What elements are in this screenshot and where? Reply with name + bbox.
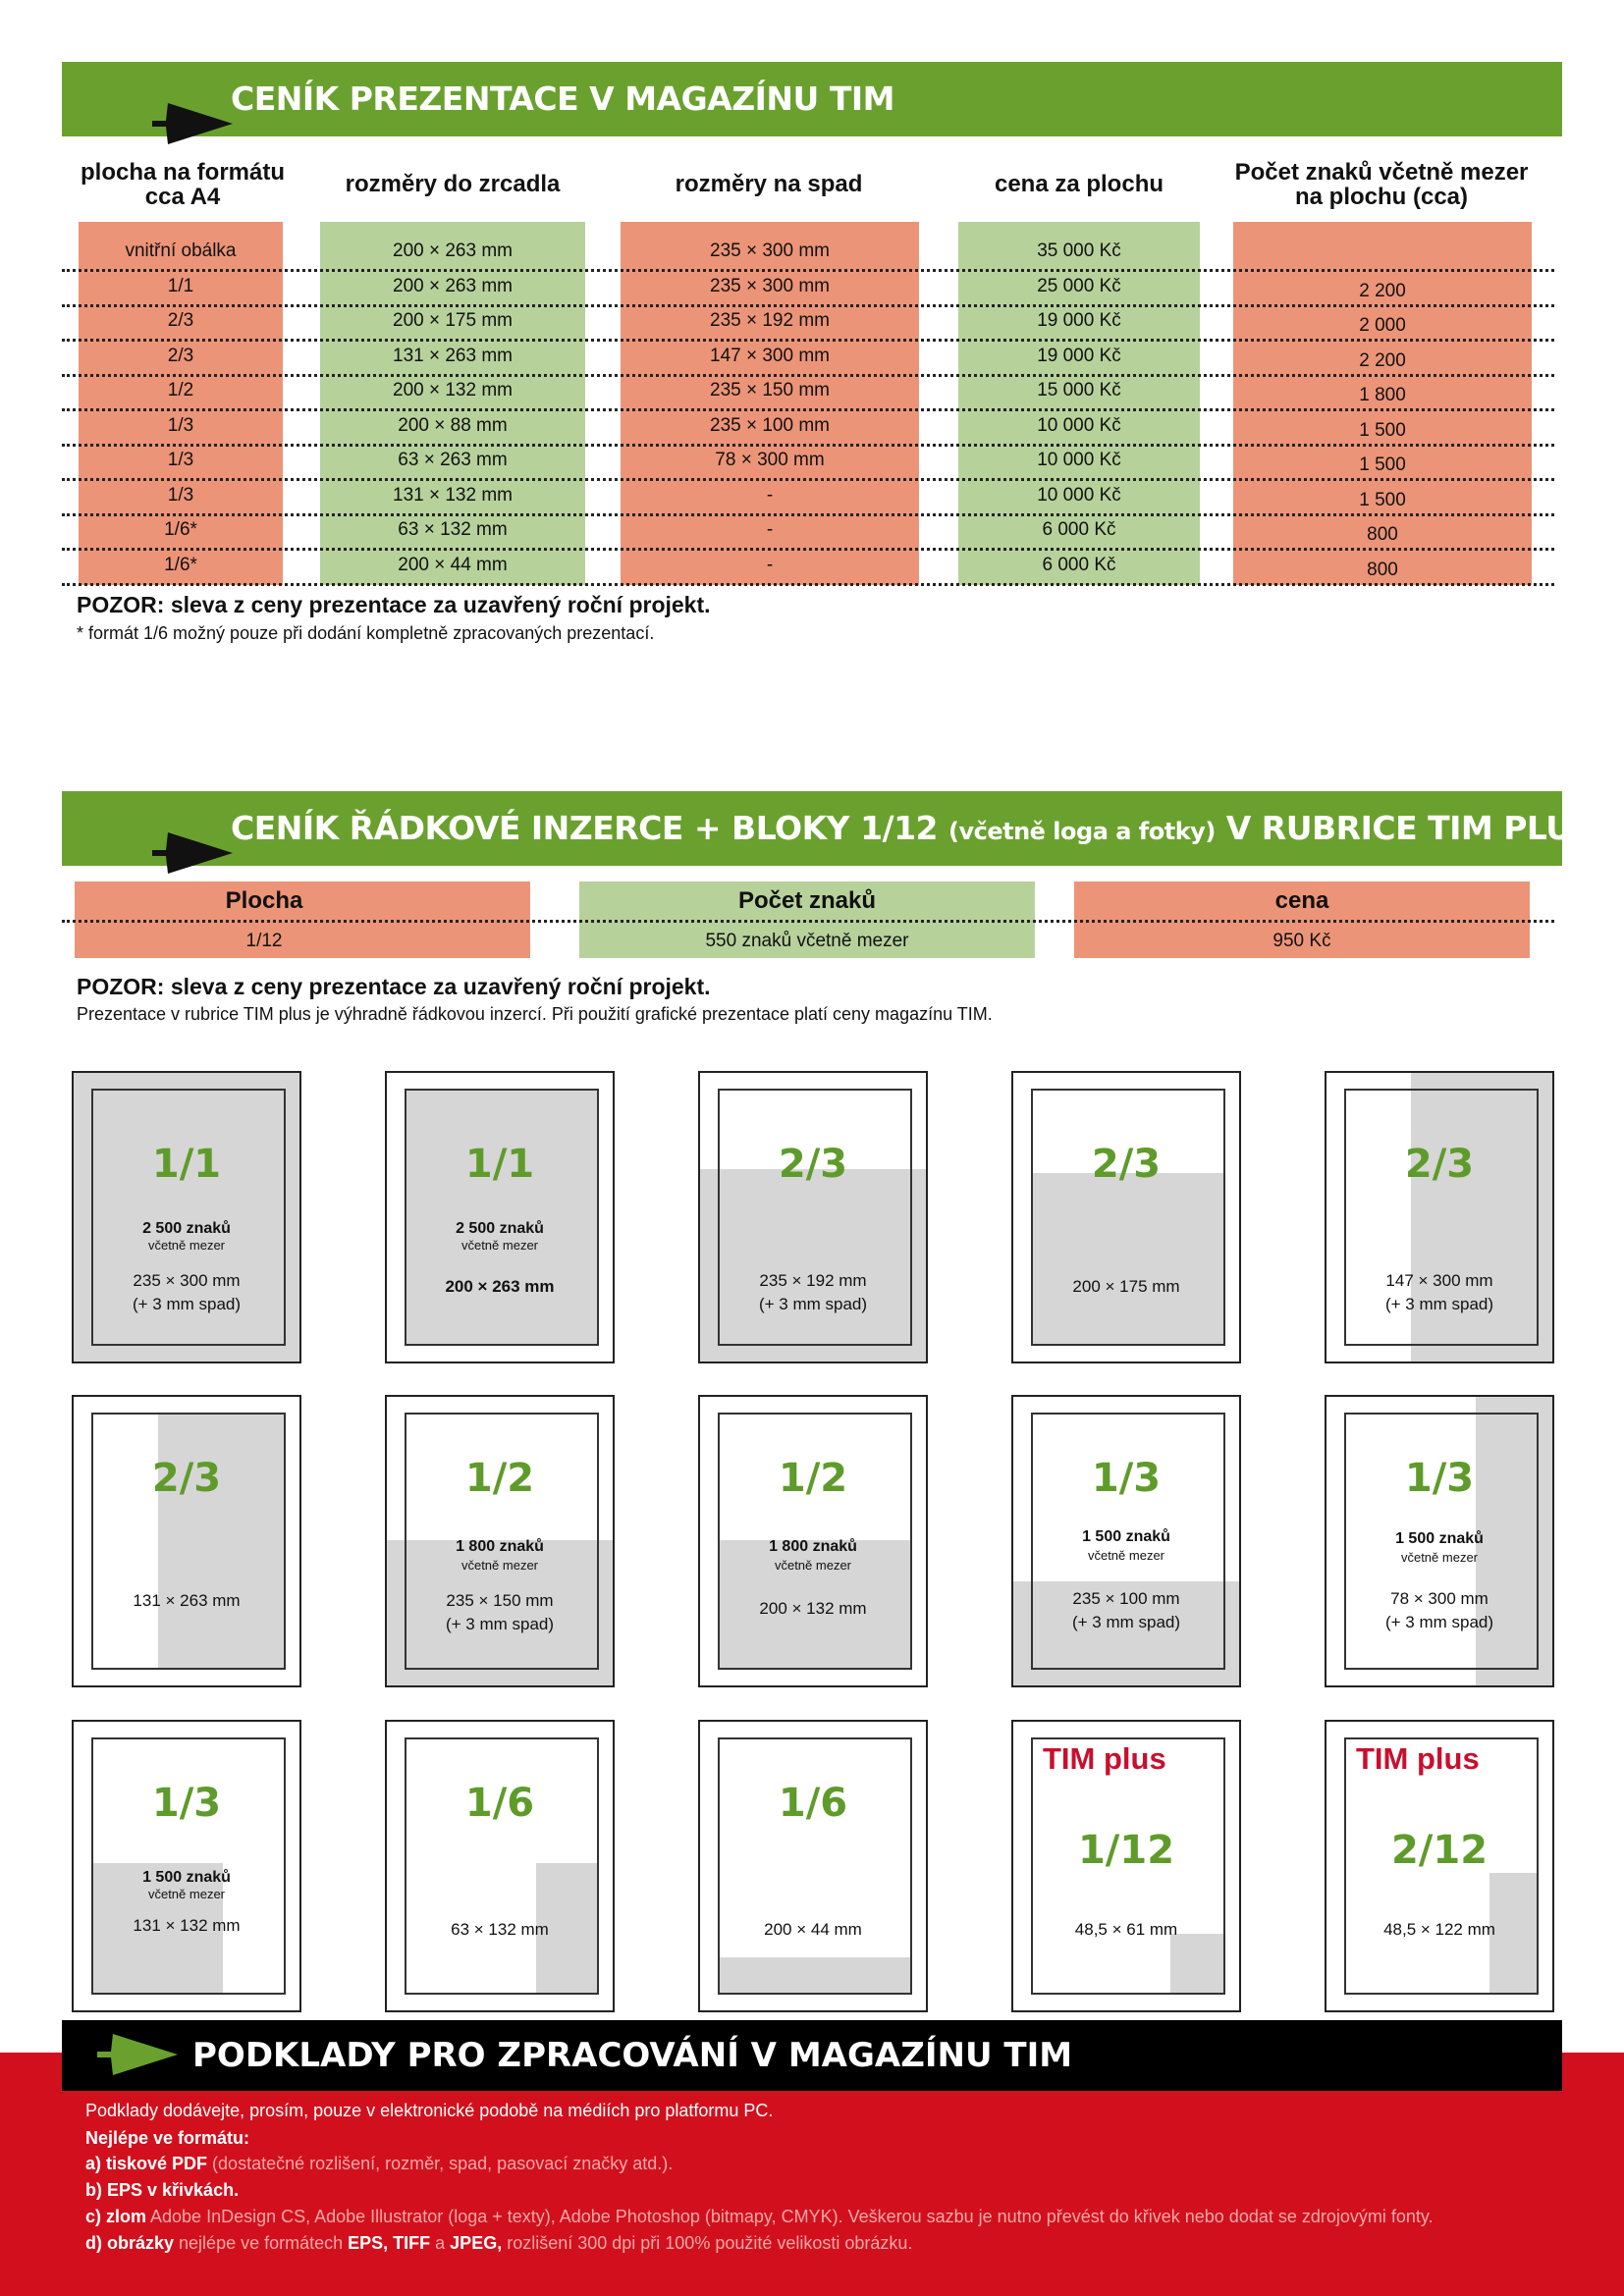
- char-count: 2 500 znaků: [142, 1220, 231, 1237]
- dimensions-value: 147 × 300 mm: [1385, 1271, 1493, 1290]
- table-cell: 200 × 263 mm: [393, 275, 513, 296]
- table-cell: 35 000 Kč: [1037, 240, 1121, 261]
- format-tile-1-2: [698, 1395, 928, 1687]
- col-header: Počet znaků včetně mezer na plochu (cca): [1234, 159, 1529, 210]
- bleed-note: (+ 3 mm spad): [758, 1295, 868, 1313]
- dimensions-value: 200 × 175 mm: [1072, 1277, 1180, 1296]
- format-tile-1-12: [1011, 1720, 1241, 2012]
- format-tile-2-12: [1325, 1720, 1554, 2012]
- table-cell: 25 000 Kč: [1037, 275, 1121, 296]
- discount-note: POZOR: sleva z ceny prezentace za uzavřený roční projekt.: [77, 592, 711, 617]
- row-divider: [62, 920, 1554, 923]
- type-area-frame: [91, 1413, 286, 1670]
- table-cell: -: [766, 484, 774, 506]
- format-label: 2/3: [1404, 1142, 1475, 1187]
- dimensions: [387, 1918, 613, 1942]
- table-cell: 131 × 132 mm: [393, 484, 513, 506]
- bleed-note: (+ 3 mm spad): [1384, 1613, 1494, 1631]
- table-cell: 2 200: [1359, 349, 1406, 371]
- format-tile-1-6: [698, 1720, 928, 2012]
- dimensions: [700, 1918, 926, 1942]
- footer-line: c) zlom Adobe InDesign CS, Adobe Illustrator (loga + texty), Adobe Photoshop (bitmapy, CMYK). Veškerou sazbu je nutno převést do křivek nebo dodat se zdrojovými fonty.: [85, 2207, 1434, 2226]
- bleed-note: (+ 3 mm spad): [445, 1615, 555, 1633]
- table-cell: 6 000 Kč: [1042, 554, 1116, 575]
- table-cell: 800: [1367, 524, 1398, 545]
- col-header: rozměry na spad: [675, 171, 863, 197]
- table-cell: 235 × 192 mm: [710, 310, 830, 331]
- dimensions-value: 235 × 100 mm: [1072, 1589, 1180, 1608]
- arrow-icon: [152, 830, 233, 876]
- table-cell: -: [766, 554, 774, 575]
- section-title: CENÍK PREZENTACE V MAGAZÍNU TIM: [231, 80, 894, 118]
- char-count-note: včetně mezer: [1087, 1548, 1165, 1563]
- podklady-header-bar: [62, 2020, 1562, 2091]
- table-cell: 1/1: [167, 275, 194, 296]
- bleed-note: (+ 3 mm spad): [1071, 1613, 1181, 1631]
- table-cell: 19 000 Kč: [1037, 310, 1121, 331]
- tim-plus-note: Prezentace v rubrice TIM plus je výhradně řádkovou inzercí. Při použití grafické prezentace platí ceny magazínu TIM.: [77, 1004, 993, 1024]
- format-label: 1/6: [778, 1781, 848, 1826]
- arrow-icon: [97, 2032, 178, 2077]
- table-cell: 1 500: [1359, 489, 1406, 510]
- price-header-bar: [62, 62, 1562, 136]
- format-label: 1/1: [464, 1142, 535, 1187]
- dimensions-value: 200 × 132 mm: [759, 1599, 867, 1618]
- table-cell: 63 × 132 mm: [398, 519, 508, 540]
- format-label: 1/3: [151, 1781, 222, 1826]
- char-count: 1 800 znaků: [769, 1538, 857, 1555]
- table-cell: 10 000 Kč: [1037, 484, 1121, 506]
- dimensions-value: 235 × 300 mm: [133, 1271, 241, 1290]
- dimensions-value: 131 × 132 mm: [133, 1916, 241, 1935]
- dimensions: [1326, 1269, 1552, 1316]
- footer-line: a) tiskové PDF (dostatečné rozlišení, rozměr, spad, pasovací značky atd.).: [85, 2154, 674, 2173]
- char-count: 1 500 znaků: [142, 1869, 231, 1886]
- table-cell: 2 000: [1359, 315, 1406, 336]
- dimensions-value: 200 × 44 mm: [764, 1920, 862, 1939]
- table-cell: 131 × 263 mm: [393, 345, 513, 366]
- dimensions-value: 235 × 192 mm: [759, 1271, 867, 1290]
- char-count: 1 800 znaků: [456, 1538, 544, 1555]
- dimensions: [700, 1597, 926, 1621]
- footer-line: d) obrázky nejlépe ve formátech EPS, TIFF a JPEG, rozlišení 300 dpi při 100% použité velikosti obrázku.: [85, 2233, 913, 2253]
- table-cell: vnitřní obálka: [125, 240, 237, 261]
- char-count-note: včetně mezer: [460, 1238, 539, 1253]
- table-cell: 200 × 263 mm: [393, 240, 513, 261]
- table-cell: 800: [1367, 559, 1398, 580]
- footer-line: Nejlépe ve formátu:: [85, 2128, 250, 2148]
- table-cell: 235 × 150 mm: [710, 380, 830, 400]
- table-cell: 15 000 Kč: [1037, 380, 1121, 400]
- format-label: 2/12: [1390, 1828, 1489, 1873]
- format-tile-1-3: [1011, 1395, 1241, 1687]
- format-tile-2-3: [698, 1071, 928, 1363]
- char-count-note: včetně mezer: [147, 1238, 226, 1253]
- row-divider: [62, 513, 1554, 516]
- table-cell: 1/3: [167, 484, 194, 506]
- tim-plus-label: TIM plus: [1356, 1741, 1480, 1776]
- char-count-note: včetně mezer: [774, 1558, 852, 1573]
- footer-line: Podklady dodávejte, prosím, pouze v elektronické podobě na médiích pro platformu PC.: [85, 2101, 774, 2120]
- table-cell: 235 × 300 mm: [710, 275, 830, 296]
- row-divider: [62, 339, 1554, 342]
- char-count-note: včetně mezer: [1400, 1550, 1479, 1565]
- char-count: 1 500 znaků: [1082, 1528, 1170, 1545]
- table-cell: 200 × 44 mm: [398, 554, 508, 575]
- format-label: 1/3: [1091, 1456, 1162, 1501]
- bleed-note: (+ 3 mm spad): [132, 1295, 242, 1313]
- dimensions: [1326, 1918, 1552, 1942]
- dimensions-value: 78 × 300 mm: [1390, 1589, 1489, 1608]
- format-label: 2/3: [151, 1456, 222, 1501]
- dimensions: [74, 1914, 299, 1938]
- format-label: 2/3: [778, 1142, 848, 1187]
- dimensions: [1326, 1587, 1552, 1634]
- table-cell: 10 000 Kč: [1037, 414, 1121, 436]
- table-cell: 19 000 Kč: [1037, 345, 1121, 366]
- table-cell: 10 000 Kč: [1037, 450, 1121, 470]
- bleed-note: (+ 3 mm spad): [1384, 1295, 1494, 1313]
- col-header: plocha na formátu cca A4: [80, 159, 286, 210]
- format-tile-2-3: [72, 1395, 301, 1687]
- char-count-note: včetně mezer: [460, 1558, 539, 1573]
- table-cell: 200 × 132 mm: [393, 380, 513, 400]
- format-tile-1-3: [72, 1720, 301, 2012]
- discount-note: POZOR: sleva z ceny prezentace za uzavřený roční projekt.: [77, 974, 711, 999]
- dimensions-value: 48,5 × 61 mm: [1074, 1920, 1178, 1939]
- table-cell: 78 × 300 mm: [715, 450, 825, 470]
- dimensions-value: 131 × 263 mm: [133, 1591, 241, 1610]
- type-area-frame: [91, 1737, 286, 1995]
- format-label: 1/2: [464, 1456, 535, 1501]
- col-header: Plocha: [225, 887, 303, 914]
- format-tile-1-6: [385, 1720, 615, 2012]
- table-cell: 1/6*: [164, 519, 197, 540]
- table-cell: 1/2: [167, 380, 194, 400]
- table-cell: 235 × 100 mm: [710, 414, 830, 436]
- col-header: rozměry do zrcadla: [345, 171, 561, 197]
- type-area-frame: [718, 1737, 912, 1995]
- type-area-frame: [1031, 1089, 1225, 1346]
- table-cell: 1/12: [245, 931, 283, 951]
- table-cell: 2/3: [167, 310, 194, 331]
- row-divider: [62, 478, 1554, 481]
- row-divider: [62, 408, 1554, 411]
- dimensions: [74, 1589, 299, 1613]
- table-cell: 1/6*: [164, 554, 197, 575]
- table-cell: -: [766, 519, 774, 540]
- table-cell: 235 × 300 mm: [710, 240, 830, 261]
- table-cell: 6 000 Kč: [1042, 519, 1116, 540]
- table-cell: 2/3: [167, 345, 194, 366]
- format-label: 1/3: [1404, 1456, 1475, 1501]
- format-label: 1/12: [1077, 1828, 1175, 1873]
- tim-plus-header-bar: [62, 791, 1595, 866]
- dimensions-value: 48,5 × 122 mm: [1383, 1920, 1495, 1939]
- table-cell: 550 znaků včetně mezer: [705, 931, 909, 951]
- section-title: PODKLADY PRO ZPRACOVÁNÍ V MAGAZÍNU TIM: [192, 2036, 1073, 2075]
- col-header: cena za plochu: [994, 171, 1164, 197]
- dimensions-value: 235 × 150 mm: [446, 1591, 554, 1610]
- dimensions: [1013, 1918, 1239, 1942]
- row-divider: [62, 444, 1554, 447]
- row-divider: [62, 304, 1554, 307]
- table-cell: 1/3: [167, 450, 194, 470]
- char-count-note: včetně mezer: [147, 1887, 226, 1901]
- format-label: 1/1: [151, 1142, 222, 1187]
- dimensions: [387, 1275, 613, 1299]
- format-tile-1-3: [1325, 1395, 1554, 1687]
- table-cell: 1 500: [1359, 419, 1406, 441]
- table-cell: 147 × 300 mm: [710, 345, 830, 366]
- format-tile-1-2: [385, 1395, 615, 1687]
- col-header: Počet znaků: [737, 887, 877, 914]
- format-tile-1-1: [385, 1071, 615, 1363]
- row-divider: [62, 269, 1554, 272]
- table-cell: 2 200: [1359, 280, 1406, 301]
- table-cell: 1/3: [167, 414, 194, 436]
- format-label: 1/2: [778, 1456, 848, 1501]
- format-tile-1-1: [72, 1071, 301, 1363]
- tim-plus-label: TIM plus: [1043, 1741, 1166, 1776]
- dimensions-value: 63 × 132 mm: [451, 1920, 549, 1939]
- dimensions: [74, 1269, 299, 1316]
- table-cell: 200 × 88 mm: [398, 414, 508, 436]
- arrow-icon: [152, 101, 233, 146]
- dimensions: [1013, 1587, 1239, 1634]
- footer-line: b) EPS v křivkách.: [85, 2180, 240, 2200]
- table-cell: 1 500: [1359, 454, 1406, 475]
- table-cell: 1 800: [1359, 385, 1406, 405]
- format-label: 1/6: [464, 1781, 535, 1826]
- dimensions: [387, 1589, 613, 1636]
- section-title: CENÍK ŘÁDKOVÉ INZERCE + BLOKY 1/12 (včetně loga a fotky) V RUBRICE TIM PLUS: [231, 809, 1595, 847]
- char-count: 2 500 znaků: [456, 1220, 544, 1237]
- format-tile-2-3: [1011, 1071, 1241, 1363]
- type-area-frame: [405, 1737, 599, 1995]
- col-header: cena: [1274, 887, 1329, 914]
- dimensions-value: 200 × 263 mm: [445, 1277, 555, 1296]
- table-cell: 950 Kč: [1272, 931, 1331, 951]
- row-divider: [62, 548, 1554, 551]
- row-divider: [62, 583, 1554, 586]
- table-cell: 63 × 263 mm: [398, 450, 508, 470]
- dimensions: [700, 1269, 926, 1316]
- format-note: * formát 1/6 možný pouze při dodání kompletně zpracovaných prezentací.: [77, 623, 655, 643]
- row-divider: [62, 374, 1554, 377]
- dimensions: [1013, 1275, 1239, 1299]
- table-cell: 200 × 175 mm: [393, 310, 513, 331]
- type-area-frame: [405, 1089, 599, 1346]
- format-tile-2-3: [1325, 1071, 1554, 1363]
- format-label: 2/3: [1091, 1142, 1162, 1187]
- char-count: 1 500 znaků: [1395, 1530, 1484, 1547]
